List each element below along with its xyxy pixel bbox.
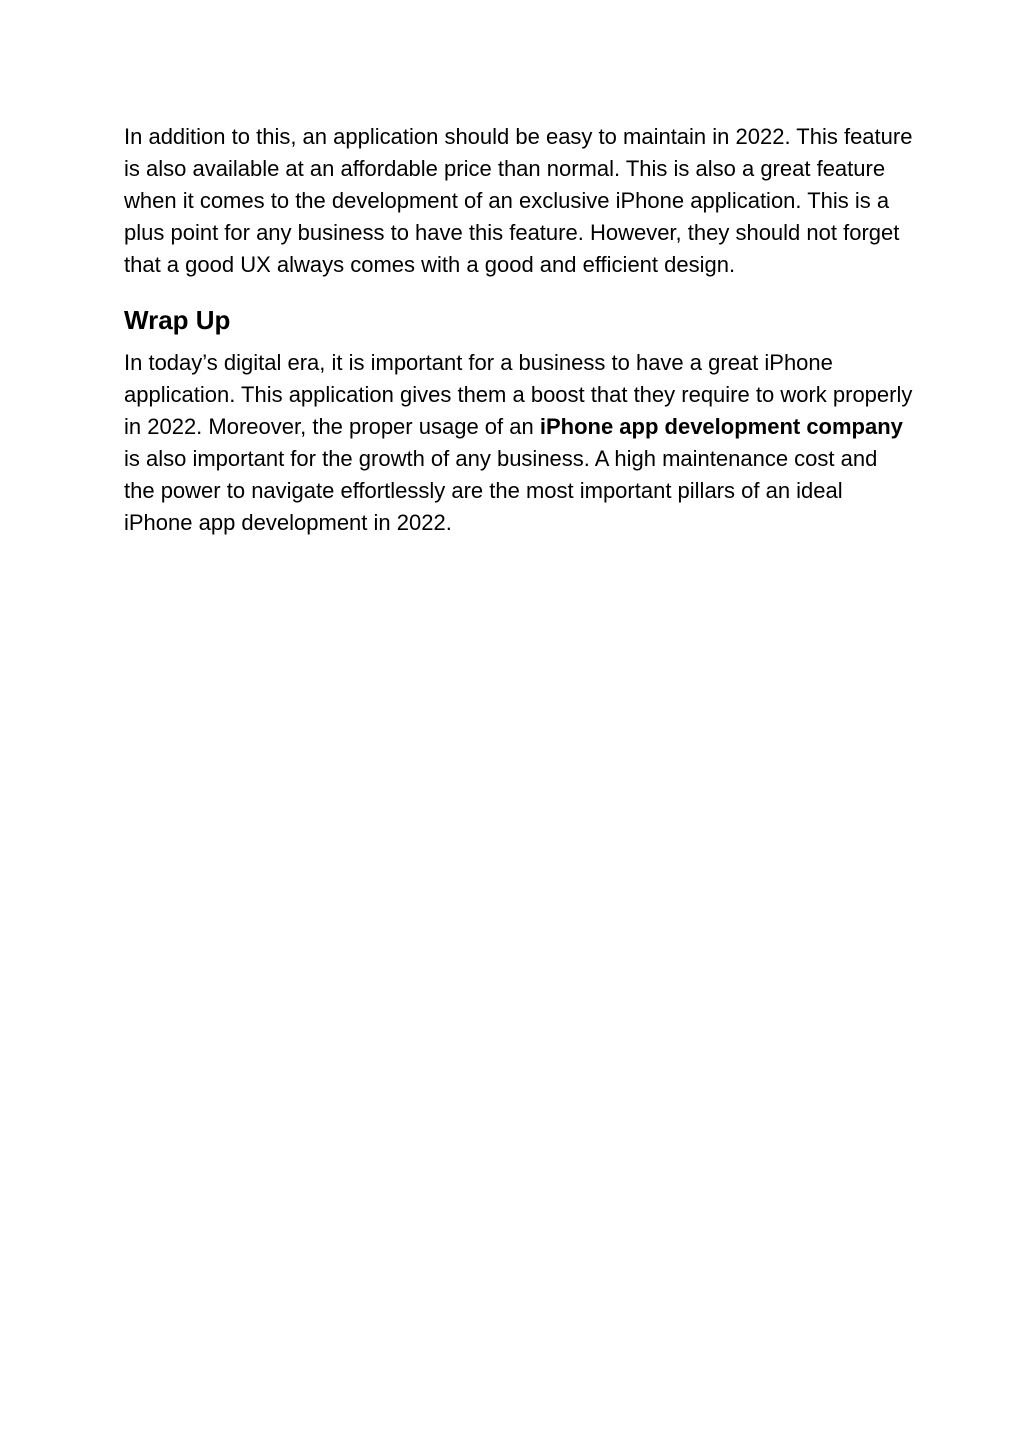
section-heading-wrap-up: Wrap Up <box>124 305 231 335</box>
paragraph-wrap-up <box>124 347 914 539</box>
paragraph-maintenance: In addition to this, an application should be easy to maintain in 2022. This feature is also available at an affordable price than normal. This is also a great feature when it comes to the development of an exclusive iPhone application. This is a plus point for any business to have this feature. However, they should not forget that a good UX always comes with a good and efficient design. <box>124 124 913 277</box>
paragraph-text-before: In today’s digital era, it is important for a business to have a great iPhone application. This application gives them a boost that they require to work properly in 2022. Moreover, the proper usage of an <box>124 350 913 439</box>
paragraph-text-after: is also important for the growth of any business. A high maintenance cost and the power to navigate effortlessly are the most important pillars of an ideal iPhone app development in 2022. <box>124 446 878 535</box>
bold-link-text: iPhone app development company <box>539 414 903 439</box>
document-page <box>124 121 914 539</box>
